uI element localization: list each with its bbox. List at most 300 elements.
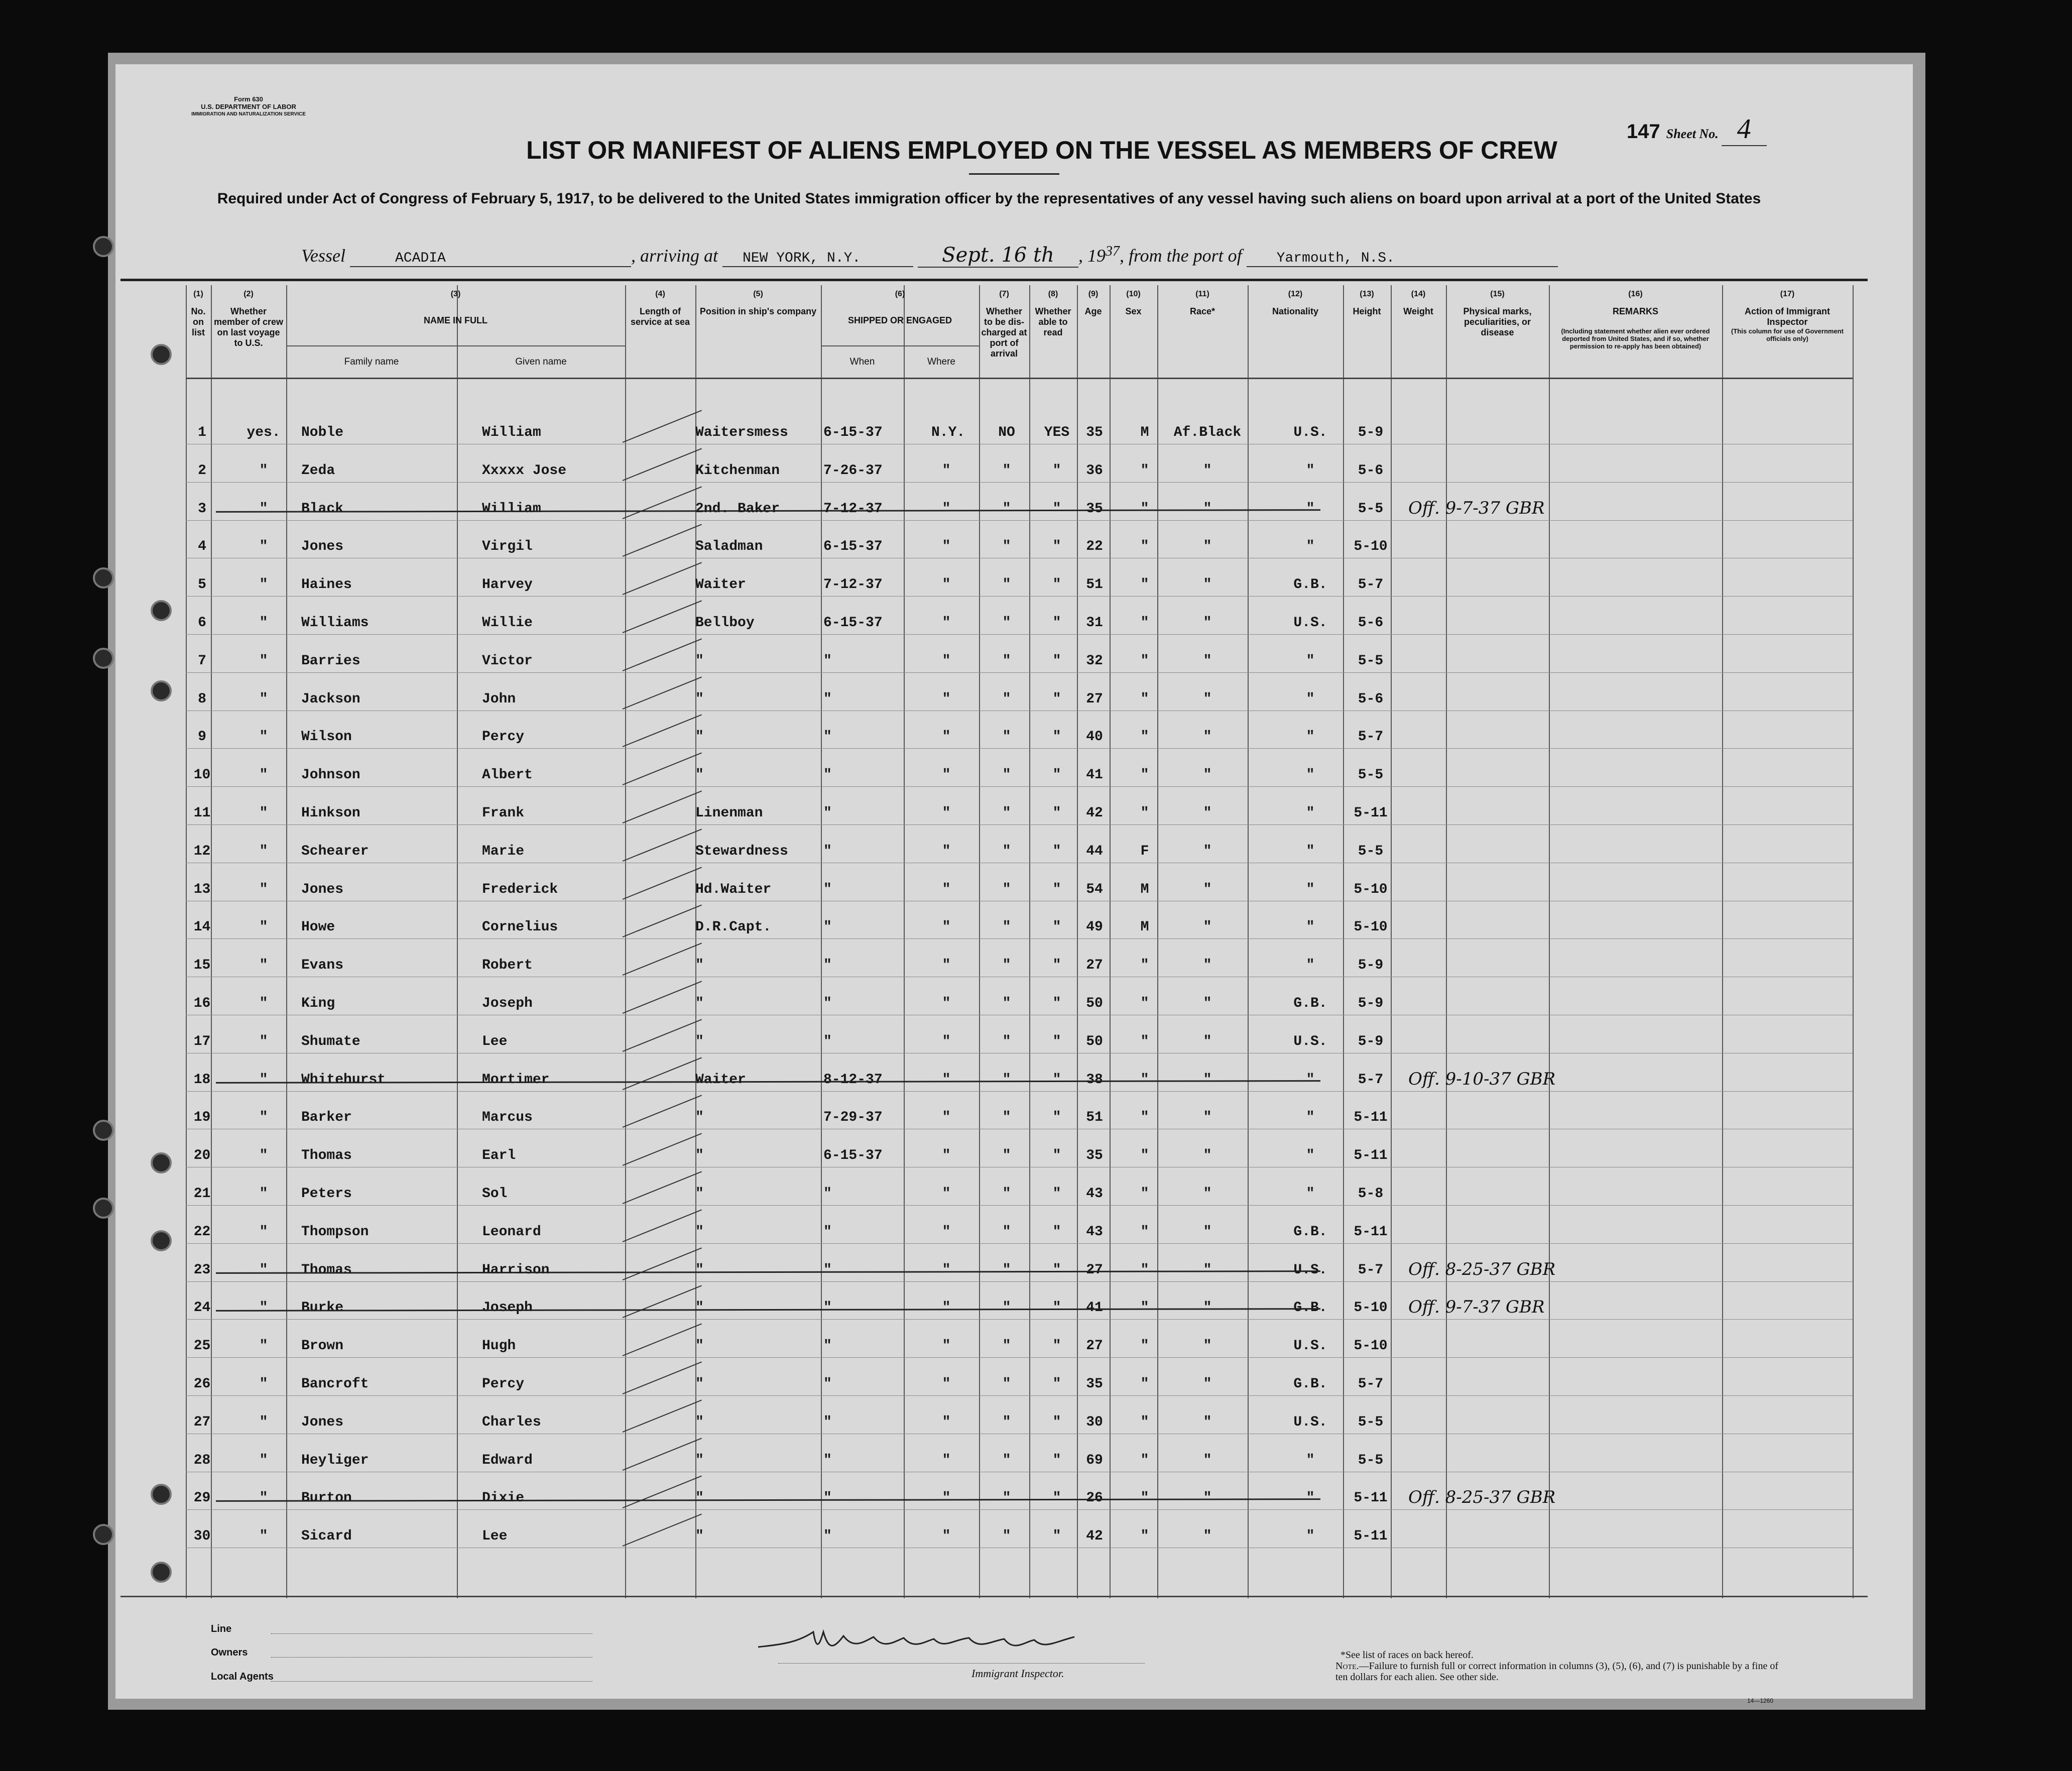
table-cell-race: Af.Black	[1173, 425, 1242, 440]
table-cell-given: Charles	[482, 1414, 541, 1430]
table-cell-where: "	[942, 1376, 951, 1392]
form-number: Form 630	[234, 95, 263, 103]
table-cell-height: 5-10	[1354, 881, 1388, 897]
table-cell-age: 51	[1086, 577, 1103, 593]
owners-field	[271, 1657, 592, 1658]
table-cell-sex: "	[1140, 996, 1149, 1011]
column-header: Sex	[1125, 306, 1142, 316]
table-cell-position: "	[695, 1110, 704, 1126]
table-cell-race: "	[1203, 767, 1212, 783]
table-cell-no: 23	[193, 1262, 211, 1278]
table-cell-race: "	[1203, 1110, 1212, 1126]
column-header: Height	[1353, 306, 1381, 316]
table-cell-when: 8-12-37	[823, 1072, 883, 1088]
table-cell-given: Dixie	[482, 1490, 525, 1506]
table-cell-given: William	[482, 425, 541, 440]
page-title: LIST OR MANIFEST OF ALIENS EMPLOYED ON THE VESSEL AS MEMBERS OF CREW	[526, 136, 1557, 164]
table-cell-discharged: "	[1002, 919, 1011, 935]
table-row-rule	[186, 786, 1853, 787]
table-cell-where: "	[942, 958, 951, 974]
table-cell-member: "	[259, 653, 268, 669]
table-cell-height: 5-11	[1354, 1224, 1388, 1240]
table-cell-nationality: "	[1306, 1490, 1315, 1506]
table-cell-height: 5-7	[1358, 729, 1384, 745]
table-cell-family: Burton	[301, 1490, 352, 1506]
table-cell-when: "	[823, 1224, 832, 1240]
table-cell-read: "	[1052, 919, 1061, 935]
table-cell-position: Waiter	[695, 577, 746, 593]
table-cell-no: 21	[193, 1186, 211, 1202]
table-cell-no: 6	[198, 615, 206, 631]
table-cell-discharged: "	[1002, 881, 1011, 897]
table-cell-nationality: "	[1306, 958, 1315, 974]
table-cell-race: "	[1203, 1376, 1212, 1392]
table-cell-height: 5-5	[1358, 843, 1384, 859]
binder-hole-icon	[151, 680, 172, 701]
table-cell-position: "	[695, 653, 704, 669]
table-cell-age: 35	[1086, 1376, 1103, 1392]
table-cell-member: "	[259, 1376, 268, 1392]
table-cell-where: "	[942, 653, 951, 669]
table-cell-position: Kitchenman	[695, 462, 780, 479]
table-cell-family: Jones	[301, 881, 344, 897]
table-cell-where: "	[942, 1110, 951, 1126]
column-header: Whether able to read	[1035, 306, 1071, 337]
table-cell-where: "	[942, 805, 951, 821]
table-row-rule	[186, 634, 1853, 635]
column-subheader: Where	[927, 357, 955, 367]
footer-note	[1335, 1649, 1787, 1683]
binder-hole-icon	[151, 1230, 172, 1251]
table-cell-nationality: U.S.	[1293, 615, 1327, 631]
table-cell-when: "	[823, 1300, 832, 1316]
table-cell-where: "	[942, 1148, 951, 1164]
table-cell-height: 5-10	[1354, 539, 1388, 555]
table-cell-when: "	[823, 996, 832, 1011]
table-cell-nationality: "	[1306, 1072, 1315, 1088]
arrival-date: Sept. 16 th	[918, 244, 1078, 268]
table-cell-age: 38	[1086, 1072, 1103, 1088]
table-cell-discharged: "	[1002, 691, 1011, 707]
binder-hole-icon	[151, 1562, 172, 1583]
table-cell-read: "	[1052, 881, 1061, 897]
column-number: (4)	[655, 290, 665, 298]
table-cell-sex: "	[1140, 805, 1149, 821]
table-cell-sex: "	[1140, 1490, 1149, 1506]
table-cell-when: 6-15-37	[823, 1148, 883, 1164]
table-cell-nationality: U.S.	[1293, 425, 1327, 440]
table-cell-discharged: "	[1002, 1338, 1011, 1354]
table-cell-read: "	[1052, 1490, 1061, 1506]
table-cell-when: "	[823, 1452, 832, 1468]
table-cell-sex: "	[1140, 539, 1149, 555]
table-cell-discharged: "	[1002, 1072, 1011, 1088]
form-identifier	[186, 95, 311, 118]
table-cell-read: "	[1052, 1452, 1061, 1468]
column-number: (3)	[450, 290, 461, 298]
table-row-rule	[186, 482, 1853, 483]
binder-hole-icon	[151, 344, 172, 365]
table-cell-family: King	[301, 996, 335, 1011]
column-number: (13)	[1360, 290, 1374, 298]
table-cell-position: "	[695, 1033, 704, 1049]
table-cell-nationality: "	[1306, 1452, 1315, 1468]
table-cell-no: 20	[193, 1148, 211, 1164]
table-cell-member: "	[259, 1224, 268, 1240]
table-cell-member: "	[259, 729, 268, 745]
table-cell-read: "	[1052, 996, 1061, 1011]
table-cell-family: Sicard	[301, 1528, 352, 1545]
table-cell-race: "	[1203, 1186, 1212, 1202]
table-cell-age: 44	[1086, 843, 1103, 859]
table-cell-when: 7-12-37	[823, 577, 883, 593]
table-cell-height: 5-5	[1358, 501, 1384, 517]
table-cell-no: 12	[193, 843, 211, 859]
column-header: Whether to be dis-charged at port of arrival	[981, 306, 1027, 359]
table-cell-member: "	[259, 1300, 268, 1316]
table-cell-height: 5-5	[1358, 1452, 1384, 1468]
table-cell-when: "	[823, 919, 832, 935]
table-cell-no: 8	[198, 691, 206, 707]
table-cell-given: Joseph	[482, 1300, 533, 1316]
table-cell-family: Whitehurst	[301, 1072, 386, 1088]
table-cell-race: "	[1203, 919, 1212, 935]
column-header: SHIPPED OR ENGAGED	[847, 315, 952, 325]
table-cell-nationality: "	[1306, 919, 1315, 935]
column-header: Action of Immigrant Inspector	[1745, 306, 1830, 327]
table-cell-height: 5-11	[1354, 1490, 1388, 1506]
table-cell-member: "	[259, 919, 268, 935]
table-cell-family: Haines	[301, 577, 352, 593]
from-label: , from the port of	[1120, 246, 1242, 266]
column-number: (14)	[1411, 290, 1426, 298]
table-cell-sex: "	[1140, 691, 1149, 707]
table-cell-family: Barries	[301, 653, 360, 669]
table-cell-member: "	[259, 462, 268, 479]
table-cell-race: "	[1203, 1072, 1212, 1088]
table-cell-when: "	[823, 767, 832, 783]
table-cell-discharged: "	[1002, 1528, 1011, 1545]
table-cell-race: "	[1203, 805, 1212, 821]
table-cell-discharged: "	[1002, 1414, 1011, 1430]
table-cell-where: "	[942, 729, 951, 745]
table-cell-height: 5-6	[1358, 691, 1384, 707]
table-cell-where: "	[942, 1338, 951, 1354]
table-cell-given: Willie	[482, 615, 533, 631]
table-cell-no: 29	[193, 1490, 211, 1506]
table-cell-read: "	[1052, 1110, 1061, 1126]
table-cell-member: "	[259, 843, 268, 859]
table-cell-age: 42	[1086, 1528, 1103, 1545]
table-cell-no: 5	[198, 577, 206, 593]
table-cell-given: Harrison	[482, 1262, 550, 1278]
table-row-rule	[186, 1357, 1853, 1358]
table-cell-sex: "	[1140, 1376, 1149, 1392]
table-cell-sex: "	[1140, 653, 1149, 669]
table-cell-height: 5-10	[1354, 1338, 1388, 1354]
table-cell-sex: "	[1140, 1452, 1149, 1468]
table-cell-where: "	[942, 691, 951, 707]
column-number: (15)	[1490, 290, 1505, 298]
table-cell-discharged: "	[1002, 767, 1011, 783]
table-cell-discharged: "	[1002, 843, 1011, 859]
table-cell-read: "	[1052, 805, 1061, 821]
inspector-label: Immigrant Inspector.	[971, 1667, 1064, 1680]
table-cell-nationality: "	[1306, 1148, 1315, 1164]
table-cell-nationality: "	[1306, 881, 1315, 897]
table-row-rule	[186, 748, 1853, 749]
table-cell-family: Peters	[301, 1186, 352, 1202]
table-cell-age: 49	[1086, 919, 1103, 935]
table-cell-no: 30	[193, 1528, 211, 1545]
binder-hole-icon	[93, 567, 114, 588]
table-cell-when: "	[823, 881, 832, 897]
table-cell-given: Albert	[482, 767, 533, 783]
table-cell-no: 2	[198, 462, 206, 479]
table-cell-member: "	[259, 881, 268, 897]
table-cell-given: Victor	[482, 653, 533, 669]
table-cell-no: 17	[193, 1033, 211, 1049]
table-cell-age: 41	[1086, 767, 1103, 783]
table-cell-nationality: "	[1306, 843, 1315, 859]
table-cell-given: Cornelius	[482, 919, 558, 935]
table-cell-race: "	[1203, 1224, 1212, 1240]
table-cell-nationality: "	[1306, 767, 1315, 783]
table-cell-read: "	[1052, 1338, 1061, 1354]
remark-annotation: Off. 8-25-37 GBR	[1408, 1259, 1556, 1279]
table-cell-race: "	[1203, 615, 1212, 631]
table-cell-position: "	[695, 1490, 704, 1506]
table-cell-sex: "	[1140, 462, 1149, 479]
departure-port: Yarmouth, N.S.	[1247, 251, 1558, 267]
table-cell-discharged: NO	[998, 425, 1015, 440]
sheet-value: 4	[1722, 113, 1767, 146]
races-note: *See list of races on back hereof.	[1340, 1649, 1474, 1661]
table-cell-read: "	[1052, 958, 1061, 974]
table-cell-read: "	[1052, 843, 1061, 859]
table-cell-sex: "	[1140, 729, 1149, 745]
table-cell-read: YES	[1044, 425, 1070, 440]
table-cell-sex: "	[1140, 615, 1149, 631]
column-header: Race*	[1189, 306, 1215, 316]
table-cell-read: "	[1052, 653, 1061, 669]
table-cell-read: "	[1052, 1224, 1061, 1240]
table-cell-sex: "	[1140, 1033, 1149, 1049]
form-code: 14—1260	[1747, 1697, 1774, 1704]
table-cell-height: 5-9	[1358, 996, 1384, 1011]
table-cell-race: "	[1203, 539, 1212, 555]
table-cell-age: 27	[1086, 1262, 1103, 1278]
table-cell-race: "	[1203, 881, 1212, 897]
table-cell-discharged: "	[1002, 996, 1011, 1011]
table-cell-no: 27	[193, 1414, 211, 1430]
table-cell-discharged: "	[1002, 501, 1011, 517]
table-cell-read: "	[1052, 767, 1061, 783]
table-cell-sex: M	[1140, 425, 1149, 440]
table-row-rule	[186, 1319, 1853, 1320]
table-row-rule	[186, 1205, 1853, 1206]
table-cell-discharged: "	[1002, 1490, 1011, 1506]
table-cell-when: 6-15-37	[823, 615, 883, 631]
table-cell-where: "	[942, 843, 951, 859]
column-number: (12)	[1288, 290, 1303, 298]
table-cell-when: 6-15-37	[823, 425, 883, 440]
table-cell-no: 13	[193, 881, 211, 897]
table-cell-given: Frederick	[482, 881, 558, 897]
column-header: NAME IN FULL	[424, 315, 487, 325]
table-cell-given: Mortimer	[482, 1072, 550, 1088]
table-cell-position: Bellboy	[695, 615, 755, 631]
table-cell-member: "	[259, 615, 268, 631]
table-cell-where: "	[942, 767, 951, 783]
table-cell-when: 6-15-37	[823, 539, 883, 555]
table-cell-nationality: U.S.	[1293, 1414, 1327, 1430]
table-cell-position: "	[695, 1338, 704, 1354]
binder-hole-icon	[93, 1524, 114, 1545]
table-cell-when: "	[823, 729, 832, 745]
table-cell-read: "	[1052, 1072, 1061, 1088]
table-cell-position: "	[695, 1452, 704, 1468]
table-cell-given: Percy	[482, 729, 525, 745]
table-cell-nationality: "	[1306, 729, 1315, 745]
table-cell-position: "	[695, 958, 704, 974]
table-cell-height: 5-5	[1358, 767, 1384, 783]
table-cell-given: Percy	[482, 1376, 525, 1392]
table-cell-read: "	[1052, 1528, 1061, 1545]
table-cell-no: 3	[198, 501, 206, 517]
table-cell-nationality: U.S.	[1293, 1338, 1327, 1354]
table-cell-position: Saladman	[695, 539, 763, 555]
vessel-label: Vessel	[301, 246, 345, 266]
table-cell-member: "	[259, 1414, 268, 1430]
column-number: (11)	[1195, 290, 1209, 298]
table-cell-given: Frank	[482, 805, 525, 821]
column-number: (7)	[999, 290, 1009, 298]
table-cell-height: 5-11	[1354, 805, 1388, 821]
table-cell-sex: "	[1140, 501, 1149, 517]
table-cell-race: "	[1203, 1490, 1212, 1506]
column-header: REMARKS	[1612, 306, 1658, 316]
table-cell-given: Marcus	[482, 1110, 533, 1126]
table-cell-discharged: "	[1002, 1224, 1011, 1240]
table-cell-member: "	[259, 1528, 268, 1545]
table-cell-member: "	[259, 1110, 268, 1126]
table-cell-sex: "	[1140, 958, 1149, 974]
line-label: Line	[211, 1623, 232, 1634]
table-cell-given: Virgil	[482, 539, 533, 555]
table-cell-race: "	[1203, 462, 1212, 479]
table-cell-family: Williams	[301, 615, 369, 631]
table-cell-discharged: "	[1002, 1300, 1011, 1316]
table-cell-age: 35	[1086, 425, 1103, 440]
table-cell-height: 5-11	[1354, 1528, 1388, 1545]
table-cell-family: Black	[301, 501, 344, 517]
column-header: Nationality	[1272, 306, 1318, 316]
table-cell-family: Hinkson	[301, 805, 360, 821]
remark-annotation: Off. 8-25-37 GBR	[1408, 1487, 1556, 1508]
table-cell-sex: "	[1140, 767, 1149, 783]
year-prefix: , 19	[1078, 246, 1106, 266]
table-cell-sex: "	[1140, 1148, 1149, 1164]
table-cell-given: Lee	[482, 1033, 508, 1049]
table-cell-when: "	[823, 1376, 832, 1392]
table-cell-read: "	[1052, 501, 1061, 517]
column-number: (8)	[1048, 290, 1058, 298]
table-cell-age: 26	[1086, 1490, 1103, 1506]
table-cell-member: "	[259, 1072, 268, 1088]
table-cell-no: 28	[193, 1452, 211, 1468]
table-cell-age: 40	[1086, 729, 1103, 745]
table-cell-given: Xxxxx Jose	[482, 462, 567, 479]
footer-rule	[120, 1596, 1868, 1597]
column-header: Position in ship's company	[699, 306, 817, 316]
table-cell-position: "	[695, 1148, 704, 1164]
table-cell-family: Jones	[301, 539, 344, 555]
table-cell-sex: "	[1140, 1186, 1149, 1202]
table-cell-nationality: G.B.	[1293, 1300, 1327, 1316]
table-cell-family: Thomas	[301, 1262, 352, 1278]
column-header: No. on list	[191, 306, 206, 337]
table-cell-position: "	[695, 767, 704, 783]
table-cell-no: 7	[198, 653, 206, 669]
table-cell-position: "	[695, 996, 704, 1011]
table-cell-member: "	[259, 539, 268, 555]
inspector-signature	[753, 1622, 1105, 1657]
table-cell-race: "	[1203, 1300, 1212, 1316]
table-cell-race: "	[1203, 501, 1212, 517]
table-cell-position: "	[695, 1300, 704, 1316]
column-header-note: (Including statement whether alien ever ordered deported from United States, and if so, whether permission to re-apply has been obtained)	[1561, 327, 1710, 350]
binder-hole-icon	[151, 1484, 172, 1505]
table-cell-family: Heyliger	[301, 1452, 369, 1468]
table-cell-discharged: "	[1002, 1262, 1011, 1278]
table-cell-family: Barker	[301, 1110, 352, 1126]
column-subheader: When	[849, 357, 875, 367]
table-cell-when: "	[823, 958, 832, 974]
table-cell-where: "	[942, 462, 951, 479]
table-cell-where: "	[942, 1490, 951, 1506]
column-header: Length of service at sea	[630, 306, 690, 327]
column-subheader: Family name	[344, 357, 399, 367]
table-cell-family: Wilson	[301, 729, 352, 745]
department-name: U.S. DEPARTMENT OF LABOR	[201, 103, 296, 110]
table-cell-race: "	[1203, 1262, 1212, 1278]
table-cell-member: "	[259, 1148, 268, 1164]
table-cell-height: 5-11	[1354, 1110, 1388, 1126]
table-cell-discharged: "	[1002, 462, 1011, 479]
agents-label: Local Agents	[211, 1671, 274, 1682]
table-cell-discharged: "	[1002, 805, 1011, 821]
sheet-label: Sheet No.	[1666, 127, 1719, 141]
table-cell-where: "	[942, 1414, 951, 1430]
table-cell-nationality: U.S.	[1293, 1262, 1327, 1278]
table-cell-where: "	[942, 539, 951, 555]
table-cell-member: "	[259, 1338, 268, 1354]
table-cell-age: 69	[1086, 1452, 1103, 1468]
table-cell-when: "	[823, 805, 832, 821]
table-cell-where: "	[942, 1262, 951, 1278]
table-cell-when: 7-26-37	[823, 462, 883, 479]
table-row-rule	[186, 1509, 1853, 1510]
table-cell-age: 30	[1086, 1414, 1103, 1430]
table-cell-height: 5-11	[1354, 1148, 1388, 1164]
table-row-rule	[186, 824, 1853, 825]
table-cell-where: "	[942, 1186, 951, 1202]
table-cell-position: Waiter	[695, 1072, 746, 1088]
table-cell-race: "	[1203, 1452, 1212, 1468]
vessel-line	[301, 244, 1558, 268]
remark-annotation: Off. 9-10-37 GBR	[1408, 1069, 1556, 1089]
